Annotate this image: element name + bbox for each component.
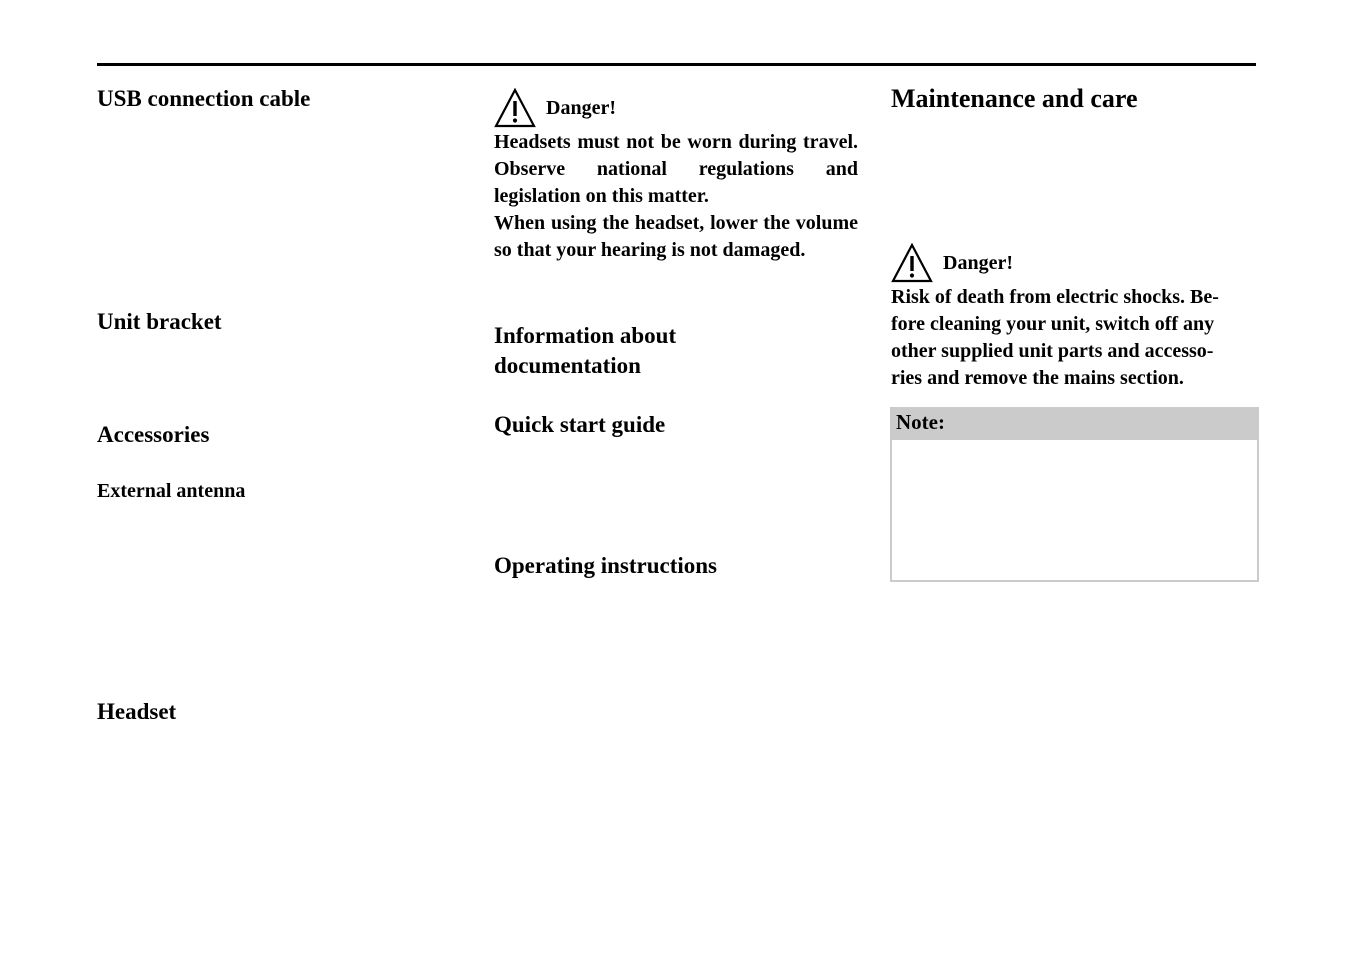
- external-antenna-heading: External antenna: [97, 480, 246, 502]
- warning-triangle-icon: [891, 243, 933, 283]
- note-label: Note:: [892, 409, 1257, 440]
- danger-paragraph-travel: Headsets must not be worn during travel. Observe national regulations and legislation on this matter.: [494, 131, 858, 207]
- danger-notice-electric: [891, 243, 1013, 283]
- accessories-heading: Accessories: [97, 422, 210, 447]
- warning-triangle-icon: [494, 88, 536, 128]
- danger-line: other supplied unit parts and accesso-: [891, 340, 1214, 362]
- danger-label: Danger!: [943, 252, 1013, 274]
- danger-label: Danger!: [546, 97, 616, 119]
- headset-heading: Headset: [97, 699, 177, 724]
- danger-line: ries and remove the mains section.: [891, 367, 1184, 389]
- information-heading-line2: documentation: [494, 353, 641, 378]
- note-box: [890, 407, 1259, 582]
- danger-line: fore cleaning your unit, switch off any: [891, 313, 1215, 335]
- danger-paragraph-volume: When using the headset, lower the volume so that your hearing is not damaged.: [494, 212, 858, 261]
- danger-text-electric: [891, 284, 1257, 392]
- operating-instructions-heading: Operating instructions: [494, 553, 717, 578]
- usb-cable-heading: USB connection cable: [97, 86, 311, 111]
- top-rule: [97, 63, 1256, 66]
- unit-bracket-heading: Unit bracket: [97, 309, 222, 334]
- maintenance-heading: Maintenance and care: [891, 84, 1138, 113]
- information-heading-line1: Information about: [494, 323, 677, 348]
- danger-text-headset: [494, 129, 858, 264]
- danger-line: Risk of death from electric shocks. Be-: [891, 286, 1219, 308]
- danger-notice-headset: [494, 88, 616, 128]
- quick-start-heading: Quick start guide: [494, 412, 666, 437]
